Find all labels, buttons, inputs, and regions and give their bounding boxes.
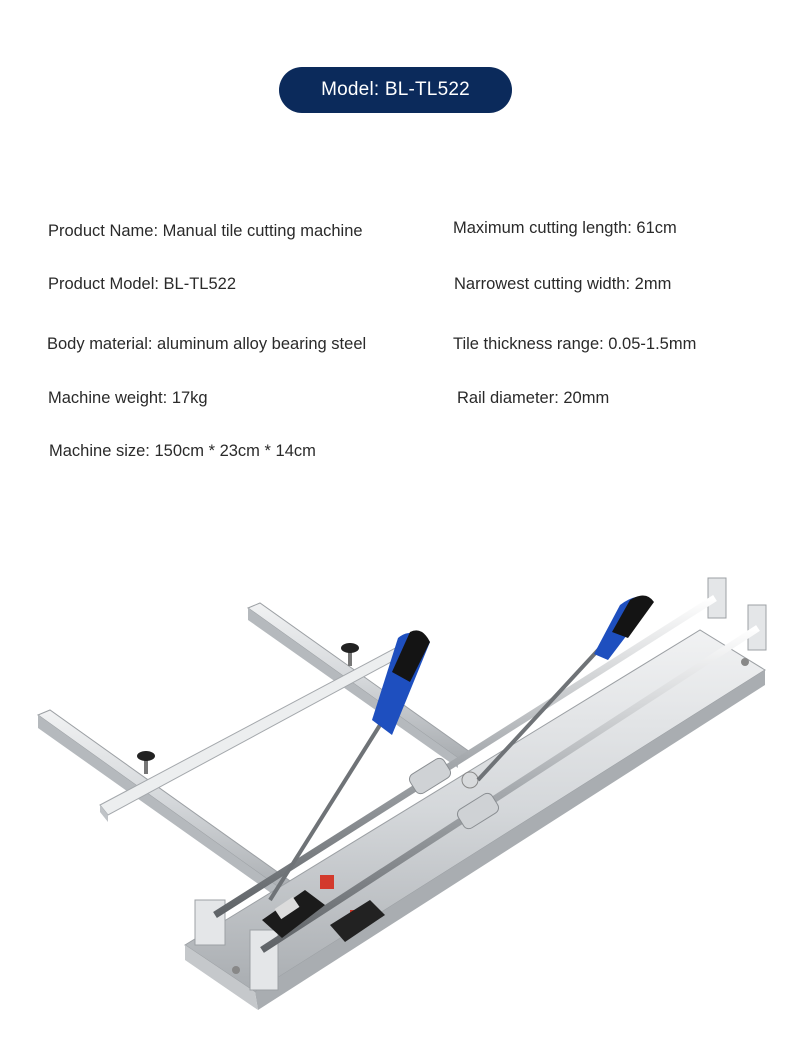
spec-body-material: Body material: aluminum alloy bearing steel	[47, 335, 367, 353]
tile-cutter-illustration	[0, 560, 790, 1040]
spec-max-cutting-length: Maximum cutting length: 61cm	[453, 219, 677, 237]
lock-knob-icon	[137, 751, 155, 774]
spec-machine-weight: Machine weight: 17kg	[48, 389, 208, 407]
spec-rail-diameter: Rail diameter: 20mm	[457, 389, 610, 407]
spec-product-model: Product Model: BL-TL522	[48, 275, 237, 293]
guide-rail-front	[38, 710, 300, 905]
spec-tile-thickness: Tile thickness range: 0.05-1.5mm	[453, 335, 697, 353]
model-badge: Model: BL-TL522	[279, 67, 512, 113]
spec-machine-size: Machine size: 150cm * 23cm * 14cm	[49, 442, 316, 460]
guide-rail-back	[248, 603, 470, 768]
spec-narrowest-width: Narrowest cutting width: 2mm	[454, 275, 672, 293]
spec-product-name: Product Name: Manual tile cutting machine	[48, 222, 363, 240]
